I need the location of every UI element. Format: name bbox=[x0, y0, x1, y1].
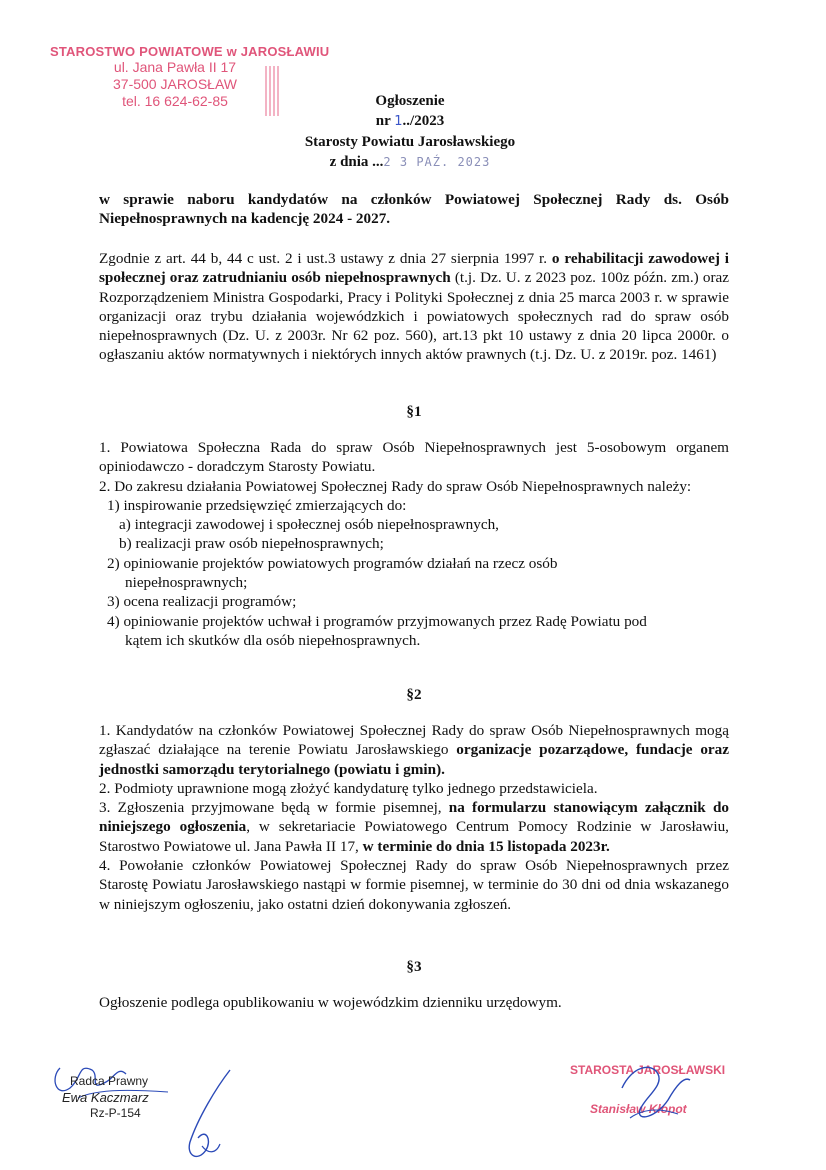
stamp-line-1: STAROSTWO POWIATOWE w JAROSŁAWIU bbox=[50, 44, 330, 59]
list-item-1b: b) realizacji praw osób niepełnosprawnych; bbox=[119, 535, 384, 553]
starosta-signature bbox=[560, 1058, 740, 1138]
subject: w sprawie naboru kandydatów na członków Powiatowej Społecznej Rady ds. Osób Niepełnosprawnych na kadencję 2024 - 2027. bbox=[99, 191, 729, 228]
list-item-2: 2) opiniowanie projektów powiatowych programów działań na rzecz osób bbox=[107, 554, 558, 572]
counsel-title: Radca Prawny bbox=[70, 1074, 149, 1088]
preamble bbox=[99, 249, 729, 365]
date-stamp: 2 3 PAŹ. 2023 bbox=[383, 155, 491, 169]
section-2-p1-text: 1. Kandydatów na członków Powiatowej Społecznej Rady do spraw Osób Niepełnosprawnych mogą zgłaszać działające na terenie Powiatu Jarosławskiego bbox=[99, 722, 729, 759]
section-1-paragraph-2: 2. Do zakresu działania Powiatowej Społecznej Rady do spraw Osób Niepełnosprawnych należy: bbox=[99, 477, 692, 495]
number-prefix: nr bbox=[375, 113, 395, 129]
announcement-title: Ogłoszenie bbox=[375, 93, 445, 109]
list-item-4-cont: kątem ich skutków dla osób niepełnosprawnych. bbox=[125, 631, 421, 649]
section-2-p3-text-a: 3. Zgłoszenia przyjmowane będą w formie pisemnej, bbox=[99, 799, 449, 817]
starosta-signature-icon bbox=[560, 1058, 740, 1138]
section-1-paragraph-1: 1. Powiatowa Społeczna Rada do spraw Osób Niepełnosprawnych jest 5-osobowym organem opiniodawczo - doradczym Starosty Powiatu. bbox=[99, 439, 729, 476]
preamble-text-1: Zgodnie z art. 44 b, 44 c ust. 2 i ust.3 ustawy z dnia 27 sierpnia 1997 r. bbox=[99, 250, 552, 267]
number-suffix: ../2023 bbox=[402, 113, 445, 129]
list-item-3: 3) ocena realizacji programów; bbox=[107, 593, 297, 611]
office-stamp bbox=[50, 44, 330, 134]
section-2-p1-bold: organizacje pozarządowe, fundacje oraz jednostki samorządu terytorialnego (powiatu i gmin). bbox=[99, 741, 729, 778]
date-prefix: z dnia ... bbox=[329, 154, 384, 170]
section-3-heading: §3 bbox=[406, 958, 422, 975]
stamp-line-4: tel. 16 624-62-85 bbox=[122, 93, 228, 109]
section-2-p3-deadline: w terminie do dnia 15 listopada 2023r. bbox=[362, 837, 610, 855]
list-item-2-cont: niepełnosprawnych; bbox=[125, 574, 248, 592]
preamble-text-2: (t.j. Dz. U. z 2023 poz. 100z późn. zm.) oraz Rozporządzeniem Ministra Gospodarki, Pracy i Polityki Społecznej z dnia 25 marca 2003 r. w sprawie organizacji oraz trybu działania wojewódzkich i powiatowych społecznych rad do spraw osób niepełnosprawnych (Dz. U. z 2003r. Nr 62 poz. 560), art.13 pkt 10 ustawy z dnia 20 lipca 2000r. o ogłaszaniu aktów normatywnych i niektórych innych aktów prawnych (t.j. Dz. U. z 2019r. poz. 1461) bbox=[99, 269, 729, 364]
section-2-body bbox=[99, 721, 729, 914]
announcement-number bbox=[290, 111, 530, 132]
counsel-registration: Rz-P-154 bbox=[90, 1106, 141, 1120]
counsel-name: Ewa Kaczmarz bbox=[62, 1090, 149, 1105]
section-2-paragraph-4: 4. Powołanie członków Powiatowej Społecznej Rady do spraw Osób Niepełnosprawnych przez Starostę Powiatu Jarosławskiego nastąpi w formie pisemnej, w terminie do 30 dni od dnia wskazanego w niniejszym ogłoszeniu, jako ostatni dzień dokonywania zgłoszeń. bbox=[99, 857, 729, 913]
section-1-body bbox=[99, 438, 729, 650]
starosta-name: Stanisław Kłopot bbox=[590, 1102, 687, 1116]
section-2-paragraph-1 bbox=[99, 721, 729, 779]
starosta-title: STAROSTA JAROSŁAWSKI bbox=[570, 1063, 726, 1077]
section-2-p3-text-b: , w sekretariacie Powiatowego Centrum Pomocy Rodzinie w Jarosławiu, Starostwo Powiatowe ul. Jana Pawła II 17, bbox=[99, 818, 729, 855]
handwritten-number: 1 bbox=[394, 114, 403, 129]
issuer: Starosty Powiatu Jarosławskiego bbox=[304, 134, 516, 150]
announcement-date bbox=[290, 152, 530, 172]
preamble-act-title: o rehabilitacji zawodowej i społecznej oraz zatrudnianiu osób niepełnosprawnych bbox=[99, 250, 729, 287]
section-2-paragraph-2: 2. Podmioty uprawnione mogą złożyć kandydaturę tylko jednego przedstawiciela. bbox=[99, 779, 598, 797]
stamp-line-2: ul. Jana Pawła II 17 bbox=[113, 59, 237, 75]
legal-counsel-signature bbox=[48, 1058, 248, 1168]
list-item-4: 4) opiniowanie projektów uchwał i programów przyjmowanych przez Radę Powiatu pod bbox=[107, 612, 647, 630]
stamp-texture bbox=[265, 66, 281, 116]
section-2-heading: §2 bbox=[406, 686, 422, 703]
announcement-header bbox=[290, 91, 530, 172]
section-3-paragraph: Ogłoszenie podlega opublikowaniu w wojewódzkim dzienniku urzędowym. bbox=[99, 994, 562, 1011]
section-1-heading: §1 bbox=[406, 403, 422, 420]
stamp-line-3: 37-500 JAROSŁAW bbox=[113, 76, 237, 92]
section-2-paragraph-3 bbox=[99, 798, 729, 856]
section-2-p3-bold-a: na formularzu stanowiącym załącznik do niniejszego ogłoszenia bbox=[99, 799, 729, 836]
list-item-1: 1) inspirowanie przedsięwzięć zmierzających do: bbox=[107, 496, 407, 514]
list-item-1a: a) integracji zawodowej i społecznej osób niepełnosprawnych, bbox=[119, 516, 499, 534]
